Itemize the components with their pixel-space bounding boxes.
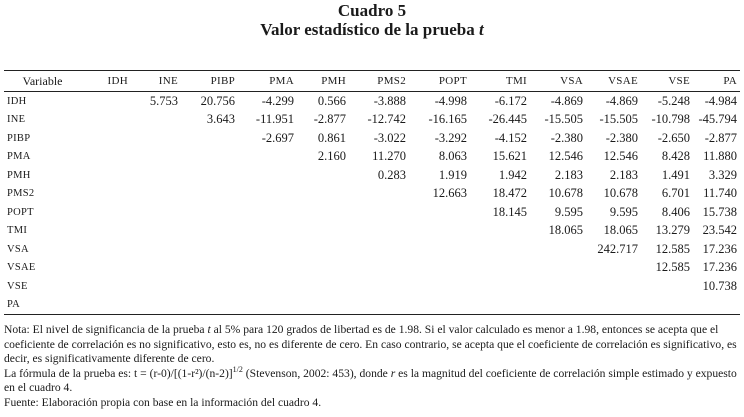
table-cell xyxy=(84,203,131,222)
table-cell xyxy=(181,185,238,204)
table-body xyxy=(4,92,740,315)
table-cell xyxy=(84,259,131,278)
table-cell: 10.678 xyxy=(548,186,583,201)
table-cell xyxy=(181,129,238,148)
table-row xyxy=(4,92,740,111)
table-cell: -15.505 xyxy=(544,112,583,127)
table-cell: 11.880 xyxy=(703,149,737,164)
table-cell xyxy=(297,240,349,259)
table-cell xyxy=(181,240,238,259)
table-cell: -10.798 xyxy=(651,112,690,127)
table-cell: 11.270 xyxy=(372,149,406,164)
table-cell: 0.861 xyxy=(317,130,346,145)
table-cell: 12.546 xyxy=(548,149,583,164)
table-cell: 242.717 xyxy=(597,241,638,256)
table-cell xyxy=(84,148,131,167)
table-cell xyxy=(238,148,297,167)
table-cell xyxy=(131,222,181,241)
row-label: TMI xyxy=(7,225,28,237)
table-cell xyxy=(131,240,181,259)
table-cell xyxy=(349,203,409,222)
table-cell xyxy=(238,166,297,185)
table-cell xyxy=(349,277,409,296)
table-cell xyxy=(297,277,349,296)
table-cell xyxy=(84,277,131,296)
row-label: VSA xyxy=(7,243,29,255)
table-cell xyxy=(238,259,297,278)
column-header-popt: POPT xyxy=(409,71,470,92)
table-cell xyxy=(238,185,297,204)
table-cell: -2.650 xyxy=(657,130,690,145)
table-row xyxy=(4,222,740,241)
table-cell xyxy=(586,259,641,278)
table-number: Cuadro 5 xyxy=(337,1,407,20)
table-cell xyxy=(349,222,409,241)
table-cell: 17.236 xyxy=(702,260,737,275)
table-cell: -2.697 xyxy=(261,130,294,145)
table-cell: 8.063 xyxy=(438,149,467,164)
table-cell: -3.022 xyxy=(373,130,406,145)
row-label: INE xyxy=(7,114,26,126)
table-cell xyxy=(181,296,238,315)
table-cell: 1.942 xyxy=(498,167,527,182)
table-cell xyxy=(409,240,470,259)
column-header-pa: PA xyxy=(693,71,740,92)
column-header-tmi: TMI xyxy=(470,71,530,92)
table-cell: -4.869 xyxy=(605,93,638,108)
table-cell xyxy=(238,277,297,296)
table-cell xyxy=(530,277,586,296)
column-header-pmh: PMH xyxy=(297,71,349,92)
table-cell xyxy=(84,296,131,315)
table-cell xyxy=(641,296,693,315)
table-cell: 12.546 xyxy=(603,149,638,164)
column-header-pibp: PIBP xyxy=(181,71,238,92)
table-cell xyxy=(181,166,238,185)
table-title xyxy=(0,0,744,39)
table-cell xyxy=(131,185,181,204)
table-row xyxy=(4,111,740,130)
table-cell: -12.742 xyxy=(367,112,406,127)
table-cell: 12.585 xyxy=(655,241,690,256)
table-cell xyxy=(238,222,297,241)
column-header-pma: PMA xyxy=(238,71,297,92)
table-cell xyxy=(297,166,349,185)
table-cell xyxy=(470,240,530,259)
table-cell xyxy=(349,240,409,259)
table-cell: -2.380 xyxy=(550,130,583,145)
row-label: POPT xyxy=(7,206,34,218)
table-row xyxy=(4,203,740,222)
table-cell: 1.491 xyxy=(661,167,690,182)
table-row xyxy=(4,259,740,278)
row-label: PMS2 xyxy=(7,188,35,200)
table-cell xyxy=(84,240,131,259)
table-row xyxy=(4,296,740,315)
table-cell xyxy=(84,166,131,185)
table-cell: 18.145 xyxy=(492,204,527,219)
table-cell xyxy=(470,259,530,278)
table-cell: 3.643 xyxy=(206,112,235,127)
table-cell: 15.621 xyxy=(492,149,527,164)
table-cell xyxy=(297,259,349,278)
table-header-row xyxy=(4,71,740,92)
table-cell xyxy=(530,240,586,259)
table-cell xyxy=(131,277,181,296)
table-cell: 8.428 xyxy=(661,149,690,164)
table-cell xyxy=(181,148,238,167)
table-cell: 9.595 xyxy=(554,204,583,219)
table-cell: -4.984 xyxy=(704,93,737,108)
column-header-vsa: VSA xyxy=(530,71,586,92)
table-cell xyxy=(409,203,470,222)
table-cell xyxy=(409,259,470,278)
table-cell: 3.329 xyxy=(708,167,737,182)
table-cell: -3.888 xyxy=(373,93,406,108)
row-label: PIBP xyxy=(7,132,31,144)
table-cell xyxy=(297,296,349,315)
table-cell: -2.877 xyxy=(704,130,737,145)
table-cell xyxy=(530,296,586,315)
table-cell: 17.236 xyxy=(702,241,737,256)
table-notes xyxy=(4,323,742,411)
table-cell: -6.172 xyxy=(494,93,527,108)
table-cell: 18.065 xyxy=(548,223,583,238)
table-cell: 5.753 xyxy=(149,93,178,108)
table-cell xyxy=(131,148,181,167)
table-cell xyxy=(641,277,693,296)
table-row xyxy=(4,240,740,259)
table-cell xyxy=(84,222,131,241)
table-row xyxy=(4,129,740,148)
table-cell: -2.380 xyxy=(605,130,638,145)
t-statistic-table xyxy=(4,70,740,315)
table-cell xyxy=(131,129,181,148)
table-row xyxy=(4,148,740,167)
column-header-vse: VSE xyxy=(641,71,693,92)
table-cell xyxy=(84,129,131,148)
table-cell xyxy=(530,259,586,278)
table-cell xyxy=(586,277,641,296)
table-cell: 9.595 xyxy=(609,204,638,219)
table-row xyxy=(4,277,740,296)
table-cell: -15.505 xyxy=(599,112,638,127)
table-cell: -4.998 xyxy=(434,93,467,108)
table-cell: 13.279 xyxy=(655,223,690,238)
table-cell xyxy=(297,222,349,241)
table-cell xyxy=(131,259,181,278)
table-caption: Valor estadístico de la prueba t xyxy=(260,20,484,39)
table-cell: -5.248 xyxy=(657,93,690,108)
column-header-pms2: PMS2 xyxy=(349,71,409,92)
table-cell: 1.919 xyxy=(438,167,467,182)
table-cell xyxy=(131,203,181,222)
table-cell: -4.152 xyxy=(494,130,527,145)
table-cell: 0.566 xyxy=(317,93,346,108)
table-cell: 0.283 xyxy=(377,167,406,182)
row-label: IDH xyxy=(7,95,27,107)
table-cell: 2.183 xyxy=(609,167,638,182)
table-cell xyxy=(181,203,238,222)
table-cell: -2.877 xyxy=(313,112,346,127)
formula-note: La fórmula de la prueba es: $t = (r-0)/[(1-r^2)/(n-2)]^{1/2}$ (Stevenson, 2002: 453), donde r es la magnitud del coeficiente de correlación simple estimado y expuesto en el cuadro 4. xyxy=(4,364,737,395)
table-cell xyxy=(131,111,181,130)
table-cell xyxy=(297,203,349,222)
table-cell xyxy=(470,277,530,296)
table-cell: 11.740 xyxy=(703,186,737,201)
source-note: Fuente: Elaboración propia con base en la información del cuadro 4. xyxy=(4,395,322,409)
table-cell: 18.065 xyxy=(603,223,638,238)
table-cell xyxy=(409,296,470,315)
table-cell xyxy=(84,185,131,204)
table-cell: -4.299 xyxy=(261,93,294,108)
row-label: VSE xyxy=(7,280,28,292)
table-cell: 2.160 xyxy=(317,149,346,164)
table-cell: 10.738 xyxy=(702,278,737,293)
table-cell xyxy=(181,259,238,278)
table-row xyxy=(4,166,740,185)
column-header-idh: IDH xyxy=(84,71,131,92)
table-cell: 8.406 xyxy=(661,204,690,219)
table-cell xyxy=(131,296,181,315)
column-header-variable: Variable xyxy=(4,71,84,92)
table-cell xyxy=(131,166,181,185)
table-cell: -45.794 xyxy=(698,112,737,127)
table-cell xyxy=(470,222,530,241)
table-cell: 23.542 xyxy=(702,223,737,238)
table-cell xyxy=(349,185,409,204)
table-cell xyxy=(181,222,238,241)
table-cell: -3.292 xyxy=(434,130,467,145)
table-cell xyxy=(238,296,297,315)
column-header-vsae: VSAE xyxy=(586,71,641,92)
table-cell xyxy=(349,296,409,315)
row-label: PMA xyxy=(7,151,31,163)
table-cell xyxy=(84,92,131,111)
significance-note: Nota: El nivel de significancia de la prueba t al 5% para 120 grados de libertad es de 1.98. Si el valor calculado es menor a 1.98, entonces se acepta que el coeficiente de correlación es no significativo, esto es, no es diferente de cero. En caso contrario, se acepta que el coeficiente de correlación es significativo, es decir, es significativamente diferente de cero. xyxy=(4,323,737,366)
table-cell xyxy=(693,296,740,315)
table-cell xyxy=(238,203,297,222)
row-label: PA xyxy=(4,296,84,315)
table-cell xyxy=(84,111,131,130)
table-cell xyxy=(297,185,349,204)
table-cell xyxy=(238,240,297,259)
table-cell: 18.472 xyxy=(492,186,527,201)
table-cell xyxy=(586,296,641,315)
table-cell: -4.869 xyxy=(550,93,583,108)
row-label: VSAE xyxy=(7,262,36,274)
table-cell: -26.445 xyxy=(488,112,527,127)
table-row xyxy=(4,185,740,204)
table-cell xyxy=(409,222,470,241)
table-cell: 12.585 xyxy=(655,260,690,275)
table-cell: 15.738 xyxy=(702,204,737,219)
table-cell: 12.663 xyxy=(432,186,467,201)
column-header-ine: INE xyxy=(131,71,181,92)
table-cell: 10.678 xyxy=(603,186,638,201)
row-label: PMH xyxy=(7,169,31,181)
table-cell xyxy=(349,259,409,278)
table-cell xyxy=(470,296,530,315)
table-cell xyxy=(181,277,238,296)
table-cell: -16.165 xyxy=(428,112,467,127)
table-cell: -11.951 xyxy=(255,112,294,127)
table-cell: 2.183 xyxy=(554,167,583,182)
table-cell xyxy=(409,277,470,296)
table-cell: 20.756 xyxy=(200,93,235,108)
table-cell: 6.701 xyxy=(661,186,690,201)
